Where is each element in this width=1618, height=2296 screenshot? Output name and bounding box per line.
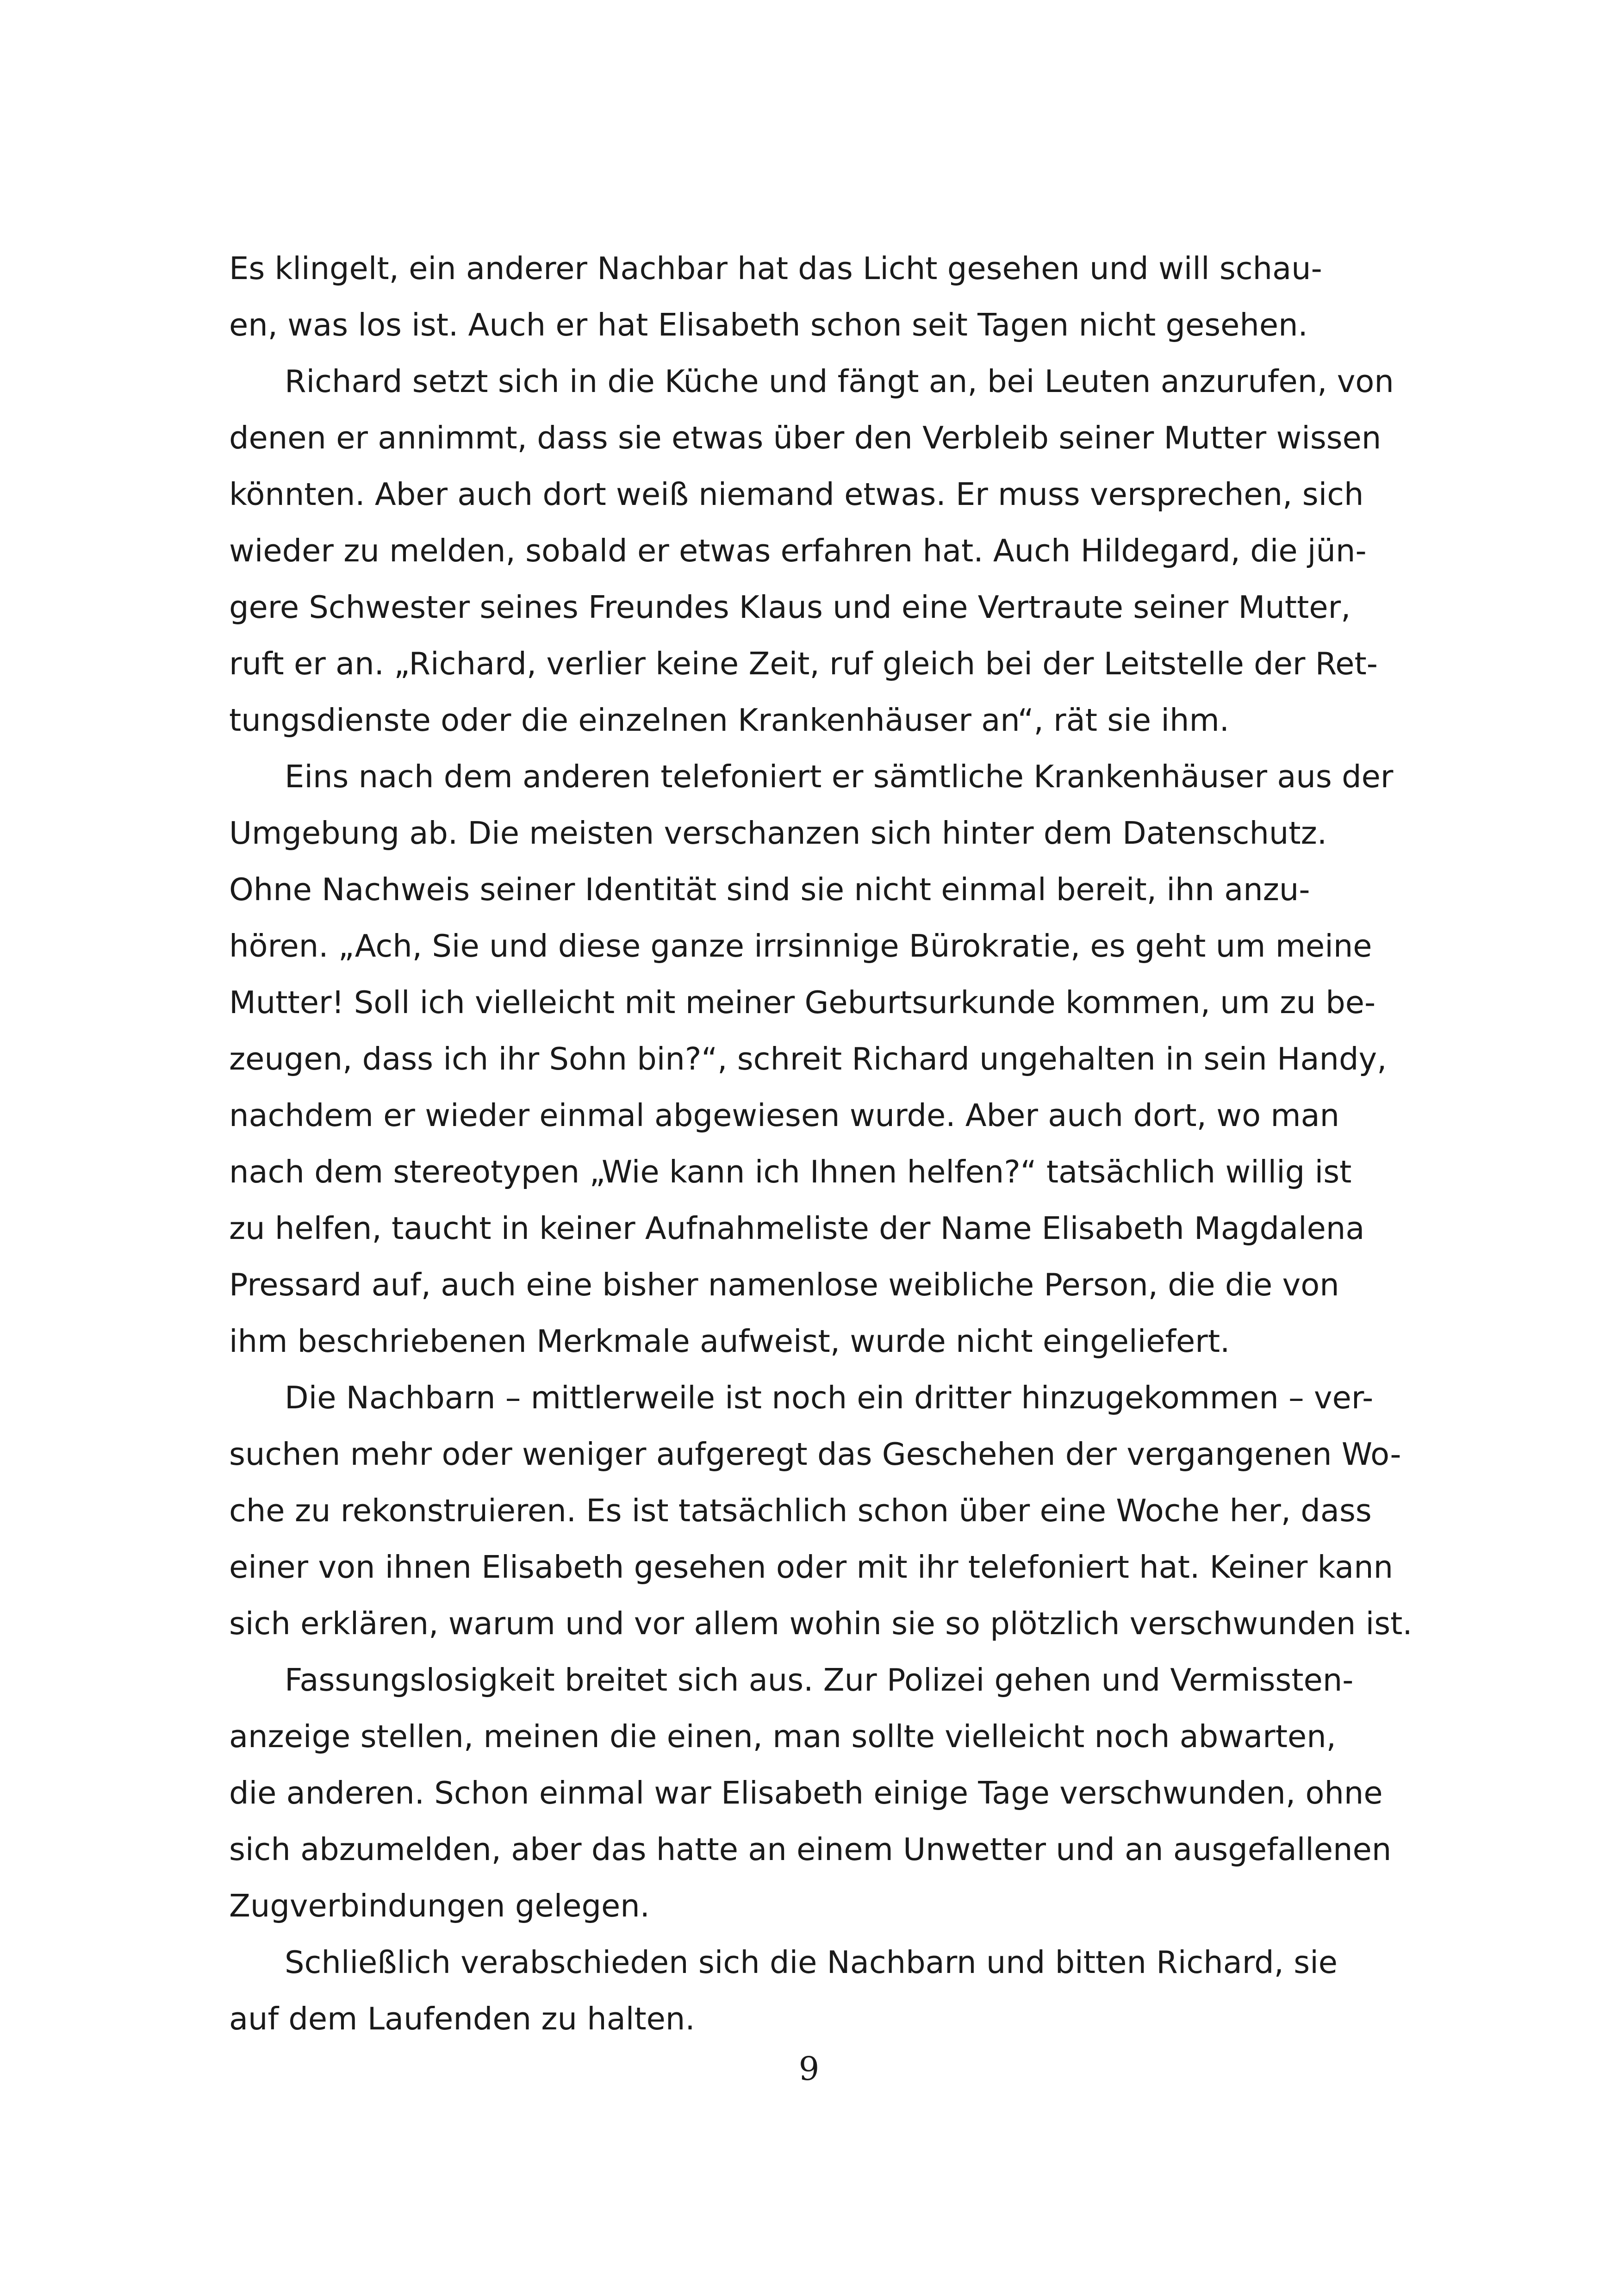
text-line: gere Schwester seines Freundes Klaus und eine Vertraute seiner Mutter, [229,589,1351,625]
text-line: denen er annimmt, dass sie etwas über den Verbleib seiner Mutter wissen [229,420,1382,456]
text-line: nachdem er wieder einmal abgewiesen wurde. Aber auch dort, wo man [229,1097,1340,1133]
text-line: suchen mehr oder weniger aufgeregt das Geschehen der vergangenen Wo- [229,1436,1401,1472]
text-line: hören. „Ach, Sie und diese ganze irrsinnige Bürokratie, es geht um meine [229,928,1372,964]
text-line: ihm beschriebenen Merkmale aufweist, wurde nicht eingeliefert. [229,1323,1230,1359]
text-line: Zugverbindungen gelegen. [229,1888,650,1924]
text-line: ruft er an. „Richard, verlier keine Zeit, ruf gleich bei der Leitstelle der Ret- [229,646,1378,682]
text-line: die anderen. Schon einmal war Elisabeth einige Tage verschwunden, ohne [229,1775,1383,1811]
text-line: Mutter! Soll ich vielleicht mit meiner Geburtsurkunde kommen, um zu be- [229,984,1376,1020]
text-line: Eins nach dem anderen telefoniert er sämtliche Krankenhäuser aus der [285,759,1394,795]
text-line: zu helfen, taucht in keiner Aufnahmeliste der Name Elisabeth Magdalena [229,1210,1365,1246]
page-number: 9 [798,2050,820,2088]
text-line: Schließlich verabschieden sich die Nachbarn und bitten Richard, sie [285,1944,1338,1980]
text-line: sich abzumelden, aber das hatte an einem Unwetter und an ausgefallenen [229,1831,1392,1867]
text-line: Umgebung ab. Die meisten verschanzen sich hinter dem Datenschutz. [229,815,1327,851]
text-line: Pressard auf, auch eine bisher namenlose weibliche Person, die die von [229,1267,1339,1303]
text-line: che zu rekonstruieren. Es ist tatsächlich schon über eine Woche her, dass [229,1493,1372,1529]
text-line: könnten. Aber auch dort weiß niemand etwas. Er muss versprechen, sich [229,476,1364,512]
text-line: Richard setzt sich in die Küche und fängt an, bei Leuten anzurufen, von [285,363,1394,399]
text-line: tungsdienste oder die einzelnen Krankenhäuser an“, rät sie ihm. [229,702,1230,738]
text-line: Fassungslosigkeit breitet sich aus. Zur Polizei gehen und Vermissten- [285,1662,1354,1698]
text-line: Ohne Nachweis seiner Identität sind sie nicht einmal bereit, ihn anzu- [229,871,1310,908]
text-line: auf dem Laufenden zu halten. [229,2001,695,2037]
text-line: sich erklären, warum und vor allem wohin sie so plötzlich verschwunden ist. [229,1605,1413,1642]
text-line: en, was los ist. Auch er hat Elisabeth schon seit Tagen nicht gesehen. [229,307,1308,343]
text-line: Es klingelt, ein anderer Nachbar hat das Licht gesehen und will schau- [229,250,1322,286]
text-line: Die Nachbarn – mittlerweile ist noch ein dritter hinzugekommen – ver- [285,1380,1374,1416]
text-line: anzeige stellen, meinen die einen, man sollte vielleicht noch abwarten, [229,1718,1336,1755]
text-line: wieder zu melden, sobald er etwas erfahren hat. Auch Hildegard, die jün- [229,533,1367,569]
text-line: nach dem stereotypen „Wie kann ich Ihnen helfen?“ tatsächlich willig ist [229,1154,1352,1190]
text-line: zeugen, dass ich ihr Sohn bin?“, schreit Richard ungehalten in sein Handy, [229,1041,1387,1077]
text-line: einer von ihnen Elisabeth gesehen oder mit ihr telefoniert hat. Keiner kann [229,1549,1394,1585]
